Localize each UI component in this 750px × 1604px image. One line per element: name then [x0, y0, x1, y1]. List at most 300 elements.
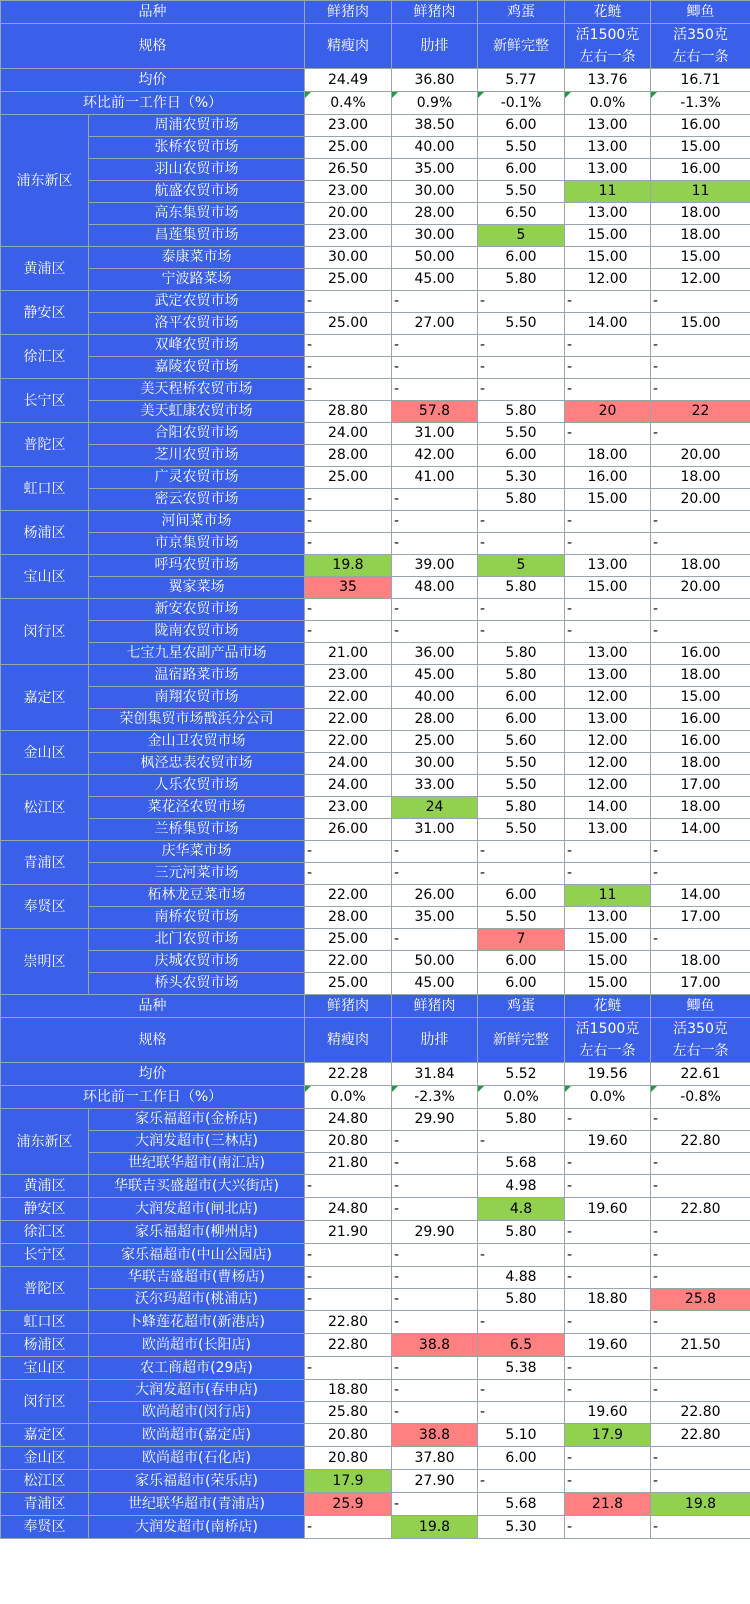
price-cell: - — [392, 1289, 478, 1311]
market-row — [1, 1311, 750, 1334]
price-cell: 22.00 — [305, 885, 392, 907]
price-cell: 27.90 — [392, 1470, 478, 1493]
price-cell: 23.00 — [305, 225, 392, 247]
district-cell: 虹口区 — [1, 467, 89, 511]
district-cell: 金山区 — [1, 1447, 89, 1470]
price-cell: 21.80 — [305, 1153, 392, 1175]
market-name: 沃尔玛超市(桃浦店) — [89, 1289, 305, 1311]
price-cell: 11 — [565, 885, 651, 907]
price-cell: 15.00 — [651, 137, 750, 159]
farm-market-section — [1, 1, 750, 995]
price-cell: - — [651, 1153, 750, 1175]
price-cell: - — [305, 1516, 392, 1539]
price-cell: - — [565, 621, 651, 643]
price-cell: 24.00 — [305, 753, 392, 775]
district-cell: 金山区 — [1, 731, 89, 775]
spec-header-row — [1, 24, 750, 69]
price-cell: 5.50 — [478, 819, 565, 841]
price-cell: 14.00 — [651, 885, 750, 907]
market-name: 荣创集贸市场戬浜分公司 — [89, 709, 305, 731]
average-value: 31.84 — [392, 1063, 478, 1086]
price-cell: 12.00 — [565, 687, 651, 709]
average-value: 36.80 — [392, 69, 478, 92]
market-row — [1, 1334, 750, 1357]
price-cell: 31.00 — [392, 423, 478, 445]
market-row — [1, 1447, 750, 1470]
price-cell: - — [478, 841, 565, 863]
price-cell: 6.00 — [478, 709, 565, 731]
price-cell: 13.00 — [565, 665, 651, 687]
price-cell: 11 — [565, 181, 651, 203]
spec-line: 肋排 — [420, 38, 449, 54]
price-cell: 50.00 — [392, 247, 478, 269]
price-cell: 24.80 — [305, 1109, 392, 1131]
market-row — [1, 599, 750, 621]
price-cell: 20.00 — [305, 203, 392, 225]
price-cell: 29.90 — [392, 1109, 478, 1131]
variety-cell: 鲫鱼 — [651, 995, 750, 1018]
market-name: 卜蜂莲花超市(新港店) — [89, 1311, 305, 1334]
price-cell: - — [392, 533, 478, 555]
market-row — [1, 643, 750, 665]
price-cell: - — [565, 335, 651, 357]
price-cell: 5.50 — [478, 137, 565, 159]
price-cell: 24.80 — [305, 1198, 392, 1221]
price-cell: - — [392, 1311, 478, 1334]
spec-line: 新鲜完整 — [493, 38, 549, 54]
change-label: 环比前一工作日（%） — [1, 1086, 305, 1109]
market-row — [1, 291, 750, 313]
price-cell: - — [392, 1402, 478, 1424]
market-row — [1, 1402, 750, 1424]
spec-line: 左右一条 — [579, 1043, 636, 1059]
variety-label: 品种 — [1, 995, 305, 1018]
spec-line: 左右一条 — [672, 49, 729, 65]
market-name: 欧尚超市(闵行店) — [89, 1402, 305, 1424]
price-cell: 13.00 — [565, 203, 651, 225]
price-cell: - — [392, 1175, 478, 1198]
price-cell: 13.00 — [565, 643, 651, 665]
market-row — [1, 533, 750, 555]
price-cell: 30.00 — [305, 247, 392, 269]
price-cell: - — [565, 1175, 651, 1198]
price-cell: 5.68 — [478, 1153, 565, 1175]
price-cell: 6.00 — [478, 951, 565, 973]
market-row — [1, 1470, 750, 1493]
price-cell: 30.00 — [392, 753, 478, 775]
price-cell: - — [305, 1289, 392, 1311]
average-value: 16.71 — [651, 69, 750, 92]
price-cell: 22.00 — [305, 731, 392, 753]
price-cell: 28.00 — [392, 203, 478, 225]
price-cell: 18.80 — [565, 1289, 651, 1311]
price-cell: 5.80 — [478, 577, 565, 599]
price-cell: - — [392, 511, 478, 533]
market-row — [1, 1221, 750, 1244]
change-label: 环比前一工作日（%） — [1, 92, 305, 115]
price-cell: - — [392, 489, 478, 511]
change-value: -1.3% — [651, 92, 750, 115]
price-cell: - — [565, 1221, 651, 1244]
district-cell: 徐汇区 — [1, 1221, 89, 1244]
variety-cell: 花鲢 — [565, 1, 651, 24]
district-cell: 奉贤区 — [1, 885, 89, 929]
price-cell: 22.00 — [305, 687, 392, 709]
price-cell: 20.80 — [305, 1424, 392, 1447]
market-row — [1, 929, 750, 951]
district-cell: 长宁区 — [1, 379, 89, 423]
market-name: 家乐福超市(荣乐店) — [89, 1470, 305, 1493]
spec-line: 左右一条 — [672, 1043, 729, 1059]
district-cell: 静安区 — [1, 291, 89, 335]
price-cell: 39.00 — [392, 555, 478, 577]
price-cell: 18.00 — [565, 445, 651, 467]
price-cell: 6.5 — [478, 1334, 565, 1357]
market-row — [1, 1289, 750, 1311]
district-cell: 奉贤区 — [1, 1516, 89, 1539]
price-cell: 5.80 — [478, 797, 565, 819]
average-value: 19.56 — [565, 1063, 651, 1086]
market-name: 周浦农贸市场 — [89, 115, 305, 137]
district-cell: 静安区 — [1, 1198, 89, 1221]
market-name: 家乐福超市(中山公园店) — [89, 1244, 305, 1267]
price-cell: 6.50 — [478, 203, 565, 225]
spec-line: 活1500克 — [575, 27, 640, 43]
price-cell: 38.8 — [392, 1424, 478, 1447]
price-cell: 25.00 — [305, 467, 392, 489]
market-row — [1, 137, 750, 159]
market-row — [1, 1175, 750, 1198]
market-row — [1, 489, 750, 511]
market-name: 七宝九星农副产品市场 — [89, 643, 305, 665]
price-cell: 23.00 — [305, 665, 392, 687]
spec-line: 肋排 — [420, 1032, 449, 1048]
price-cell: - — [392, 357, 478, 379]
price-cell: - — [651, 841, 750, 863]
average-row — [1, 69, 750, 92]
price-cell: 5 — [478, 555, 565, 577]
price-cell: 6.00 — [478, 247, 565, 269]
price-cell: - — [565, 1380, 651, 1402]
variety-header-row — [1, 995, 750, 1018]
price-cell: 19.60 — [565, 1334, 651, 1357]
district-cell: 崇明区 — [1, 929, 89, 995]
price-cell: 22.80 — [651, 1131, 750, 1153]
price-cell: 5.80 — [478, 269, 565, 291]
price-cell: 45.00 — [392, 665, 478, 687]
price-cell: 18.00 — [651, 225, 750, 247]
price-cell: 41.00 — [392, 467, 478, 489]
price-cell: 18.00 — [651, 753, 750, 775]
price-cell: 22.80 — [651, 1424, 750, 1447]
spec-line: 精瘦肉 — [327, 1032, 369, 1048]
price-cell: - — [565, 379, 651, 401]
price-cell: 22.80 — [305, 1311, 392, 1334]
price-cell: - — [478, 1402, 565, 1424]
price-cell: - — [478, 1380, 565, 1402]
price-cell: 15.00 — [651, 687, 750, 709]
price-cell: 26.00 — [305, 819, 392, 841]
market-name: 芝川农贸市场 — [89, 445, 305, 467]
market-row — [1, 709, 750, 731]
price-cell: - — [478, 1470, 565, 1493]
market-name: 欧尚超市(长阳店) — [89, 1334, 305, 1357]
market-row — [1, 1131, 750, 1153]
price-cell: 20.00 — [651, 489, 750, 511]
price-cell: 20.80 — [305, 1131, 392, 1153]
market-name: 农工商超市(29店) — [89, 1357, 305, 1380]
price-cell: - — [478, 291, 565, 313]
market-row — [1, 1380, 750, 1402]
district-cell: 杨浦区 — [1, 1334, 89, 1357]
market-row — [1, 467, 750, 489]
market-name: 华联吉盛超市(曹杨店) — [89, 1267, 305, 1289]
price-cell: - — [651, 863, 750, 885]
market-row — [1, 159, 750, 181]
market-name: 华联吉买盛超市(大兴街店) — [89, 1175, 305, 1198]
price-cell: 21.00 — [305, 643, 392, 665]
price-cell: 18.00 — [651, 467, 750, 489]
market-row — [1, 1516, 750, 1539]
market-name: 嘉陵农贸市场 — [89, 357, 305, 379]
price-cell: 40.00 — [392, 687, 478, 709]
price-cell: 6.00 — [478, 445, 565, 467]
price-cell: 21.8 — [565, 1493, 651, 1516]
spec-line: 新鲜完整 — [493, 1032, 549, 1048]
price-cell: - — [565, 1244, 651, 1267]
price-cell: 13.00 — [565, 137, 651, 159]
price-cell: 17.00 — [651, 907, 750, 929]
price-cell: 13.00 — [565, 709, 651, 731]
price-cell: 5.50 — [478, 423, 565, 445]
change-value: 0.0% — [305, 1086, 392, 1109]
price-cell: - — [478, 863, 565, 885]
price-cell: 20.80 — [305, 1447, 392, 1470]
district-cell: 徐汇区 — [1, 335, 89, 379]
price-cell: 12.00 — [565, 731, 651, 753]
district-cell: 浦东新区 — [1, 115, 89, 247]
spec-label: 规格 — [1, 24, 305, 69]
market-name: 大润发超市(南桥店) — [89, 1516, 305, 1539]
price-cell: 22.80 — [651, 1198, 750, 1221]
market-row — [1, 1424, 750, 1447]
price-cell: 5.60 — [478, 731, 565, 753]
market-name: 南桥农贸市场 — [89, 907, 305, 929]
market-row — [1, 819, 750, 841]
district-cell: 闵行区 — [1, 1380, 89, 1424]
price-cell: 25.00 — [305, 269, 392, 291]
price-cell: - — [478, 1244, 565, 1267]
price-cell: 11 — [651, 181, 750, 203]
market-row — [1, 203, 750, 225]
price-cell: 23.00 — [305, 115, 392, 137]
market-name: 陇南农贸市场 — [89, 621, 305, 643]
price-cell: - — [651, 1380, 750, 1402]
market-row — [1, 841, 750, 863]
price-cell: - — [392, 841, 478, 863]
price-cell: 21.90 — [305, 1221, 392, 1244]
price-cell: 35.00 — [392, 159, 478, 181]
price-cell: 25.00 — [305, 313, 392, 335]
price-cell: 13.00 — [565, 819, 651, 841]
spec-cell — [651, 1018, 750, 1063]
market-name: 翼家菜场 — [89, 577, 305, 599]
price-cell: - — [651, 1244, 750, 1267]
price-cell: 17.00 — [651, 775, 750, 797]
price-cell: 15.00 — [565, 225, 651, 247]
price-cell: 15.00 — [565, 577, 651, 599]
market-row — [1, 1267, 750, 1289]
price-cell: - — [392, 929, 478, 951]
market-name: 南翔农贸市场 — [89, 687, 305, 709]
price-cell: 28.00 — [305, 907, 392, 929]
market-row — [1, 1244, 750, 1267]
change-value: -0.8% — [651, 1086, 750, 1109]
price-cell: 13.00 — [565, 907, 651, 929]
variety-label: 品种 — [1, 1, 305, 24]
price-cell: 5.10 — [478, 1424, 565, 1447]
district-cell: 宝山区 — [1, 1357, 89, 1380]
price-cell: 5.80 — [478, 665, 565, 687]
market-row — [1, 445, 750, 467]
price-cell: 18.00 — [651, 797, 750, 819]
price-cell: 13.00 — [565, 555, 651, 577]
price-cell: 16.00 — [651, 709, 750, 731]
price-cell: 42.00 — [392, 445, 478, 467]
price-cell: 14.00 — [565, 797, 651, 819]
market-name: 洛平农贸市场 — [89, 313, 305, 335]
supermarket-section — [1, 995, 750, 1539]
price-cell: 31.00 — [392, 819, 478, 841]
price-cell: - — [565, 1153, 651, 1175]
price-cell: 28.00 — [305, 445, 392, 467]
price-cell: 22.00 — [305, 951, 392, 973]
price-cell: - — [565, 1267, 651, 1289]
market-name: 菜花泾农贸市场 — [89, 797, 305, 819]
price-cell: - — [478, 621, 565, 643]
price-cell: 5.80 — [478, 1221, 565, 1244]
price-cell: 25.00 — [305, 137, 392, 159]
price-cell: 13.00 — [565, 115, 651, 137]
price-cell: 27.00 — [392, 313, 478, 335]
price-cell: - — [305, 489, 392, 511]
market-name: 北门农贸市场 — [89, 929, 305, 951]
price-cell: - — [305, 621, 392, 643]
price-cell: - — [305, 379, 392, 401]
market-row — [1, 379, 750, 401]
change-value: -0.1% — [478, 92, 565, 115]
spec-cell — [392, 1018, 478, 1063]
market-name: 大润发超市(闸北店) — [89, 1198, 305, 1221]
price-cell: 12.00 — [565, 753, 651, 775]
market-row — [1, 1198, 750, 1221]
market-name: 美天虹康农贸市场 — [89, 401, 305, 423]
price-cell: 5.80 — [478, 643, 565, 665]
market-name: 密云农贸市场 — [89, 489, 305, 511]
district-cell: 浦东新区 — [1, 1109, 89, 1175]
price-cell: - — [651, 599, 750, 621]
spec-line: 精瘦肉 — [327, 38, 369, 54]
district-cell: 虹口区 — [1, 1311, 89, 1334]
price-cell: 29.90 — [392, 1221, 478, 1244]
price-cell: 21.50 — [651, 1334, 750, 1357]
price-cell: - — [305, 1357, 392, 1380]
market-name: 枫泾忠表农贸市场 — [89, 753, 305, 775]
spec-line: 活1500克 — [575, 1021, 640, 1037]
change-value: 0.0% — [565, 92, 651, 115]
average-label: 均价 — [1, 69, 305, 92]
spec-cell — [305, 24, 392, 69]
price-cell: 26.00 — [392, 885, 478, 907]
price-cell: - — [565, 1516, 651, 1539]
price-cell: - — [478, 599, 565, 621]
price-cell: - — [651, 1109, 750, 1131]
spec-cell — [478, 24, 565, 69]
market-row — [1, 973, 750, 995]
price-cell: - — [478, 511, 565, 533]
change-value: 0.0% — [478, 1086, 565, 1109]
price-cell: 4.88 — [478, 1267, 565, 1289]
price-cell: 38.50 — [392, 115, 478, 137]
price-cell: - — [565, 533, 651, 555]
market-row — [1, 577, 750, 599]
price-cell: 25.00 — [305, 973, 392, 995]
market-row — [1, 401, 750, 423]
market-row — [1, 885, 750, 907]
price-cell: - — [392, 1380, 478, 1402]
market-row — [1, 423, 750, 445]
price-cell: 4.98 — [478, 1175, 565, 1198]
market-row — [1, 335, 750, 357]
price-cell: 35 — [305, 577, 392, 599]
price-cell: 57.8 — [392, 401, 478, 423]
price-cell: - — [565, 291, 651, 313]
district-cell: 杨浦区 — [1, 511, 89, 555]
variety-cell: 鲜猪肉 — [305, 1, 392, 24]
price-cell: - — [565, 863, 651, 885]
price-cell: 20 — [565, 401, 651, 423]
price-cell: - — [651, 335, 750, 357]
market-name: 欧尚超市(石化店) — [89, 1447, 305, 1470]
price-cell: - — [651, 379, 750, 401]
market-row — [1, 753, 750, 775]
spec-label: 规格 — [1, 1018, 305, 1063]
market-row — [1, 511, 750, 533]
price-cell: 25.9 — [305, 1493, 392, 1516]
spec-cell — [565, 24, 651, 69]
price-cell: 26.50 — [305, 159, 392, 181]
average-value: 24.49 — [305, 69, 392, 92]
market-row — [1, 775, 750, 797]
price-cell: - — [565, 841, 651, 863]
price-cell: 14.00 — [651, 819, 750, 841]
market-name: 市京集贸市场 — [89, 533, 305, 555]
price-cell: - — [651, 1221, 750, 1244]
market-name: 宁波路菜场 — [89, 269, 305, 291]
price-cell: 6.00 — [478, 885, 565, 907]
district-cell: 普陀区 — [1, 423, 89, 467]
market-name: 桥头农贸市场 — [89, 973, 305, 995]
price-cell: 15.00 — [651, 313, 750, 335]
price-cell: - — [392, 379, 478, 401]
price-cell: - — [651, 1470, 750, 1493]
price-cell: - — [478, 379, 565, 401]
price-cell: - — [478, 533, 565, 555]
price-cell: 22.00 — [305, 709, 392, 731]
variety-cell: 鲜猪肉 — [392, 1, 478, 24]
district-cell: 松江区 — [1, 775, 89, 841]
market-name: 航盛农贸市场 — [89, 181, 305, 203]
